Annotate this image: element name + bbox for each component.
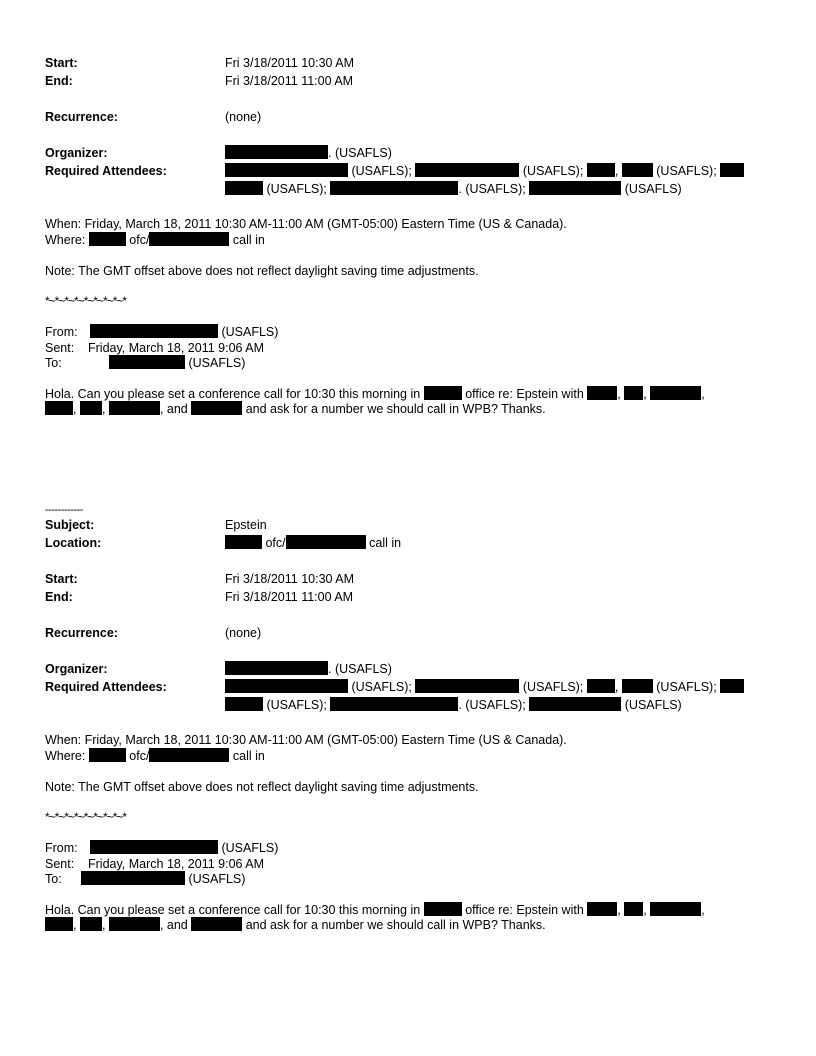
sent-label: Sent:: [45, 341, 75, 355]
required-attendees-label: Required Attendees:: [45, 680, 167, 694]
recurrence-value: (none): [225, 110, 262, 124]
recurrence-label: Recurrence:: [45, 626, 118, 640]
separator: *~*~*~*~*~*~*~*~*: [45, 810, 127, 824]
body-line-1: [45, 386, 705, 402]
from-label: From:: [45, 841, 78, 855]
where-label: Where:: [45, 749, 86, 763]
comma: ,: [617, 387, 621, 401]
sent-line: [45, 340, 264, 356]
conjunction: , and: [159, 918, 188, 932]
redaction-block: [89, 232, 126, 246]
attendee-suffix: . (USAFLS);: [458, 182, 526, 196]
redaction-block: [330, 697, 458, 711]
redaction-block: [424, 386, 462, 400]
redaction-block: [225, 163, 348, 177]
when-line: [45, 216, 567, 232]
required-attendees-line-1: [225, 163, 744, 179]
redaction-block: [45, 401, 73, 415]
sent-line: [45, 856, 264, 872]
redaction-block: [225, 679, 348, 693]
sent-value: Friday, March 18, 2011 9:06 AM: [88, 341, 265, 355]
end-value: Fri 3/18/2011 11:00 AM: [225, 74, 354, 88]
location-mid: ofc/: [265, 536, 286, 550]
from-suffix: (USAFLS): [221, 841, 279, 855]
redaction-block: [650, 386, 701, 400]
recurrence-value: (none): [225, 626, 262, 640]
attendee-suffix: (USAFLS);: [522, 164, 584, 178]
organizer-suffix: . (USAFLS): [328, 146, 392, 160]
redaction-block: [149, 232, 229, 246]
redaction-block: [529, 697, 621, 711]
attendee-suffix: (USAFLS);: [266, 698, 327, 712]
where-line: [45, 748, 265, 764]
location-value: [225, 535, 401, 551]
redaction-block: [45, 917, 73, 931]
comma: ,: [73, 402, 77, 416]
redaction-block: [622, 163, 653, 177]
location-label: Location:: [45, 536, 102, 550]
from-line: [45, 324, 278, 340]
where-end: call in: [232, 233, 265, 247]
organizer-suffix: . (USAFLS): [328, 662, 392, 676]
body-text: Hola. Can you please set a conference call for 10:30 this morning in: [45, 903, 421, 917]
where-line: [45, 232, 265, 248]
required-attendees-label: Required Attendees:: [45, 164, 167, 178]
sent-value: Friday, March 18, 2011 9:06 AM: [88, 857, 265, 871]
redaction-block: [415, 163, 519, 177]
organizer-label: Organizer:: [45, 146, 108, 160]
redaction-block: [624, 902, 643, 916]
subject-label: Subject:: [45, 518, 95, 532]
section-divider: ------------: [45, 504, 83, 516]
attendee-suffix: (USAFLS): [624, 698, 682, 712]
redaction-block: [90, 324, 218, 338]
redaction-block: [80, 401, 102, 415]
redaction-block: [587, 679, 615, 693]
when-value: Friday, March 18, 2011 10:30 AM-11:00 AM (GMT-05:00) Eastern Time (US & Canada).: [84, 733, 567, 747]
redaction-block: [587, 902, 617, 916]
redaction-block: [191, 917, 242, 931]
start-value: Fri 3/18/2011 10:30 AM: [225, 572, 355, 586]
comma: ,: [617, 903, 621, 917]
when-value: Friday, March 18, 2011 10:30 AM-11:00 AM (GMT-05:00) Eastern Time (US & Canada).: [84, 217, 567, 231]
subject-value: Epstein: [225, 518, 267, 532]
redaction-block: [89, 748, 126, 762]
redaction-block: [622, 679, 653, 693]
note-label: Note:: [45, 264, 75, 278]
redaction-block: [109, 355, 185, 369]
redaction-block: [286, 535, 366, 549]
attendee-suffix: (USAFLS): [624, 182, 682, 196]
to-suffix: (USAFLS): [188, 872, 246, 886]
redaction-block: [225, 661, 328, 675]
to-suffix: (USAFLS): [188, 356, 246, 370]
redaction-block: [720, 679, 744, 693]
separator: *~*~*~*~*~*~*~*~*: [45, 294, 127, 308]
comma: ,: [701, 387, 705, 401]
to-label: To:: [45, 356, 62, 370]
attendee-suffix: (USAFLS);: [656, 164, 717, 178]
where-end: call in: [232, 749, 265, 763]
start-label: Start:: [45, 572, 78, 586]
attendee-suffix: (USAFLS);: [522, 680, 584, 694]
redaction-block: [149, 748, 229, 762]
start-label: Start:: [45, 56, 78, 70]
redaction-block: [424, 902, 462, 916]
body-line-2: [45, 401, 546, 417]
required-attendees-line-1: [225, 679, 744, 695]
comma: ,: [643, 903, 647, 917]
attendee-suffix: (USAFLS);: [351, 680, 412, 694]
where-mid: ofc/: [129, 233, 150, 247]
redaction-block: [90, 840, 218, 854]
note-line: [45, 263, 479, 279]
from-suffix: (USAFLS): [221, 325, 279, 339]
attendee-suffix: (USAFLS);: [656, 680, 717, 694]
attendee-separator: ,: [614, 164, 619, 178]
redaction-block: [225, 535, 262, 549]
from-label: From:: [45, 325, 78, 339]
end-value: Fri 3/18/2011 11:00 AM: [225, 590, 354, 604]
body-text: and ask for a number we should call in WPB? Thanks.: [245, 402, 546, 416]
body-text: and ask for a number we should call in WPB? Thanks.: [245, 918, 546, 932]
end-label: End:: [45, 590, 73, 604]
organizer-value: [225, 145, 392, 161]
redaction-block: [80, 917, 102, 931]
redaction-block: [81, 871, 185, 885]
redaction-block: [191, 401, 242, 415]
end-label: End:: [45, 74, 73, 88]
redaction-block: [587, 386, 617, 400]
redaction-block: [330, 181, 458, 195]
body-line-2: [45, 917, 546, 933]
body-text: office re: Epstein with: [465, 387, 584, 401]
redaction-block: [225, 181, 263, 195]
redaction-block: [720, 163, 744, 177]
when-label: When:: [45, 217, 82, 231]
note-label: Note:: [45, 780, 75, 794]
when-label: When:: [45, 733, 82, 747]
body-line-1: [45, 902, 705, 918]
when-line: [45, 732, 567, 748]
to-label: To:: [45, 872, 62, 886]
comma: ,: [701, 903, 705, 917]
attendee-suffix: (USAFLS);: [351, 164, 412, 178]
comma: ,: [73, 918, 77, 932]
comma: ,: [101, 402, 106, 416]
to-line: [45, 355, 245, 371]
redaction-block: [529, 181, 621, 195]
redaction-block: [587, 163, 615, 177]
conjunction: , and: [159, 402, 188, 416]
attendee-suffix: . (USAFLS);: [458, 698, 526, 712]
body-text: office re: Epstein with: [465, 903, 584, 917]
comma: ,: [643, 387, 647, 401]
note-text: The GMT offset above does not reflect daylight saving time adjustments.: [78, 780, 479, 794]
from-line: [45, 840, 278, 856]
required-attendees-line-2: [225, 181, 682, 197]
redaction-block: [109, 917, 160, 931]
redaction-block: [109, 401, 160, 415]
where-label: Where:: [45, 233, 86, 247]
attendee-separator: ,: [614, 680, 619, 694]
location-end: call in: [369, 536, 402, 550]
recurrence-label: Recurrence:: [45, 110, 118, 124]
required-attendees-line-2: [225, 697, 682, 713]
comma: ,: [101, 918, 106, 932]
where-mid: ofc/: [129, 749, 150, 763]
organizer-label: Organizer:: [45, 662, 108, 676]
attendee-suffix: (USAFLS);: [266, 182, 327, 196]
organizer-value: [225, 661, 392, 677]
redaction-block: [624, 386, 643, 400]
redaction-block: [650, 902, 701, 916]
redaction-block: [225, 697, 263, 711]
redaction-block: [415, 679, 519, 693]
note-text: The GMT offset above does not reflect daylight saving time adjustments.: [78, 264, 479, 278]
sent-label: Sent:: [45, 857, 75, 871]
to-line: [45, 871, 245, 887]
body-text: Hola. Can you please set a conference call for 10:30 this morning in: [45, 387, 421, 401]
note-line: [45, 779, 479, 795]
start-value: Fri 3/18/2011 10:30 AM: [225, 56, 355, 70]
redaction-block: [225, 145, 328, 159]
